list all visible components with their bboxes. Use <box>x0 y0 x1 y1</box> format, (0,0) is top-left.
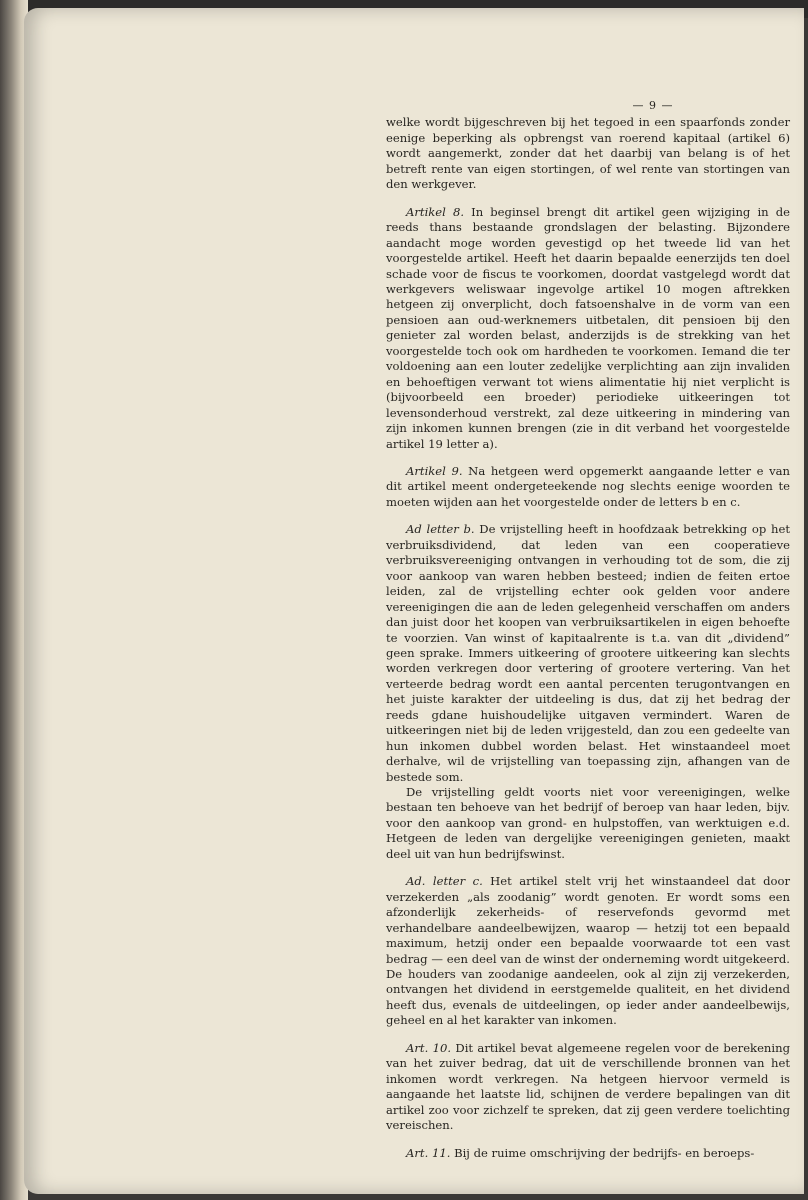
paragraph-heading: Ad. letter c. <box>406 874 483 889</box>
paragraph-art-10 <box>386 1041 790 1134</box>
paragraph-heading: Artikel 9. <box>406 463 463 478</box>
paragraph-vrijstelling <box>386 785 790 862</box>
paragraph-ad-letter-b <box>386 522 790 785</box>
paragraph-heading: Art. 11. <box>406 1145 451 1160</box>
paragraph-text: Dit artikel bevat algemeene regelen voor de berekening van het zuiver bedrag, dat uit de verschillende bronnen van het inkomen wordt verkregen. Na hetgeen hiervoor vermeld is aangaande het laatste lid, schijnen de verdere bepalingen van dit artikel zoo voor zichzelf te spreken, dat zij geen verdere toelichting vereischen. <box>386 1040 790 1133</box>
paragraph-continuation <box>386 115 790 192</box>
paragraph-text: Bij de ruime omschrijving der bedrijfs- en beroeps- <box>450 1145 755 1160</box>
paragraph-art-11 <box>386 1146 790 1161</box>
page-number: — 9 — <box>632 99 674 112</box>
paragraph-text: Het artikel stelt vrij het winstaandeel dat door verzekerden „als zoodanig” wordt genoten. Er wordt soms een afzonderlijk zekerheids- of reservefonds gevormd met verhandelbare aandeelbewijzen, waarop — hetzij tot een bepaald maximum, hetzij onder een bepaalde voorwaarde tot een vast bedrag — een deel van de winst der onderneming wordt uitgekeerd. De houders van zoodanige aandeelen, ook al zijn zij verzekerden, ontvangen het dividend in eerstgemelde qualiteit, en het dividend heeft dus, evenals de uitdeelingen, op ieder ander aandeelbewijs, geheel en al het karakter van inkomen. <box>386 874 791 1028</box>
paragraph-ad-letter-c <box>386 874 790 1029</box>
document-page <box>24 8 804 1194</box>
paragraph-text: Na hetgeen werd opgemerkt aangaande letter e van dit artikel meent ondergeteekende nog slechts eenige woorden te moeten wijden aan het voorgestelde onder de letters b en c. <box>386 463 790 509</box>
paragraph-text: De vrijstelling heeft in hoofdzaak betrekking op het verbruiksdividend, dat leden van een cooperatieve verbruiksvereeniging ontvangen in verhouding tot de som, die zij voor aankoop van waren hebben besteed; indien de feiten ertoe leiden, zal de vrijstelling echter ook gelden voor andere vereenigingen die aan de leden gelegenheid verschaffen om anders dan juist door het koopen van verbruiksartikelen in eigen behoefte te voorzien. Van winst of kapitaalrente is t.a. van dit „dividend” geen sprake. Immers uitkeering of grootere uitkeering kan slechts worden verkregen door vertering of grootere vertering. Van het verteerde bedrag wordt een aantal percenten terugontvangen en het juiste karakter der uitdeeling is dus, dat zij het bedrag der reeds gdane huishoudelijke uitgaven vermindert. Waren de uitkeeringen niet bij de leden vrijgesteld, dan zou een gedeelte van hun inkomen dubbel worden belast. Het winstaandeel moet derhalve, wil de vrijstelling van toepassing zijn, afhangen van de bestede som. <box>386 522 791 784</box>
paragraph-text: welke wordt bijgeschreven bij het tegoed in een spaarfonds zonder eenige beperking als opbrengst van roerend kapitaal (artikel 6) wordt aangemerkt, zonder dat het daarbij van belang is of het betreft rente van eigen stortingen, of wel rente van stortingen van den werkgever. <box>386 115 790 192</box>
page-text <box>386 98 790 1161</box>
paragraph-heading: Ad letter b. <box>406 522 475 537</box>
paragraph-text: De vrijstelling geldt voorts niet voor vereenigingen, welke bestaan ten behoeve van het bedrijf of beroep van haar leden, bijv. voor den aankoop van grond- en hulpstoffen, van werktuigen e.d. Hetgeen de leden van dergelijke vereenigingen genieten, maakt deel uit van hun bedrijfswinst. <box>386 785 790 861</box>
paragraph-text: In beginsel brengt dit artikel geen wijziging in de reeds thans bestaande grondslagen der belasting. Bijzondere aandacht moge worden gevestigd op het tweede lid van het voorgestelde artikel. Heeft het daarin bepaalde eenerzijds ten doel schade voor de fiscus te voorkomen, doordat vastgelegd wordt dat werkgevers weliswaar ingevolge artikel 10 mogen aftrekken hetgeen zij onverplicht, doch fatsoenshalve in de vorm van een pensioen aan oud-werknemers uitbetalen, dit pensioen bij den genieter zal worden belast, anderzijds is de strekking van het voorgestelde toch ook om hardheden te voorkomen. Iemand die ter voldoening aan een louter zedelijke verplichting aan zijn invaliden en behoeftigen verwant tot wiens alimentatie hij niet verplicht is (bijvoorbeeld een broeder) periodieke uitkeeringen tot levensonderhoud verstrekt, zal deze uitkeering in mindering van zijn inkomen kunnen brengen (zie in dit verband het voorgestelde artikel 19 letter a). <box>386 204 790 451</box>
paragraph-artikel-8 <box>386 205 790 452</box>
paragraph-heading: Artikel 8. <box>406 204 465 219</box>
paragraph-heading: Art. 10. <box>406 1040 452 1055</box>
paragraph-artikel-9 <box>386 464 790 510</box>
